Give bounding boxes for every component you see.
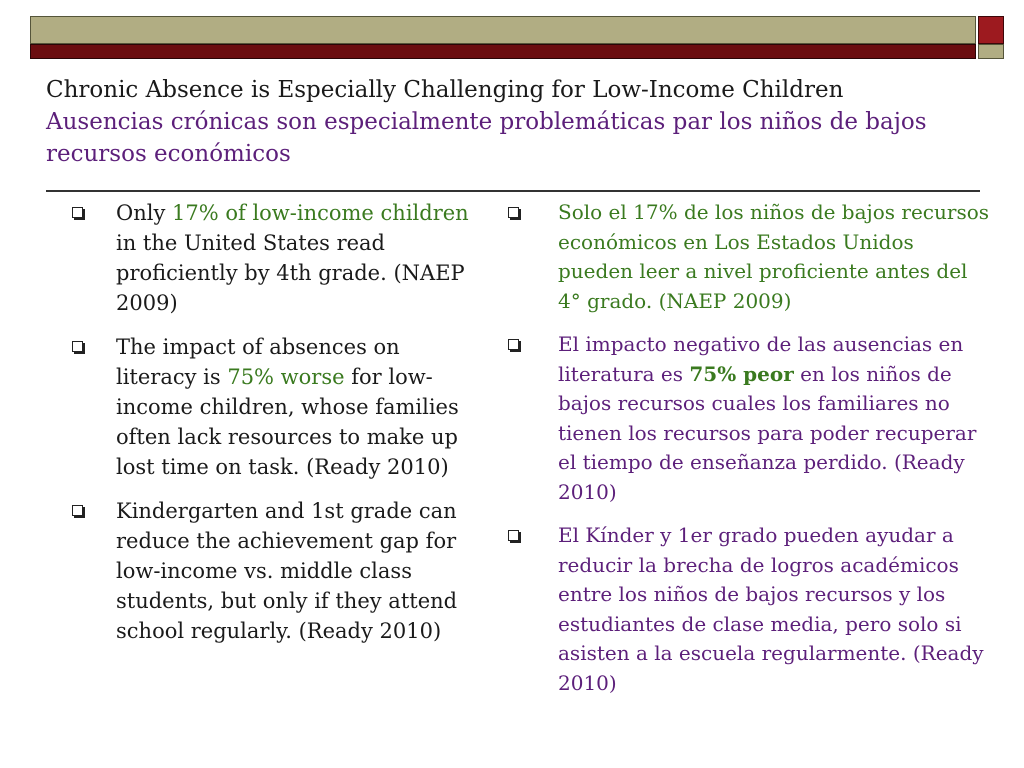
square-bullet-icon — [508, 530, 519, 541]
square-bullet-icon — [508, 339, 519, 350]
header-bar-olive — [30, 16, 976, 44]
title-spanish: Ausencias crónicas son especialmente problemáticas par los niños de bajos recursos económicos — [46, 109, 927, 167]
list-item — [60, 332, 480, 482]
bullet-text: El Kínder y 1er grado pueden ayudar a reducir la brecha de logros académicos entre los niños de bajos recursos y los estudiantes de clase media, pero solo si asisten a la escuela regularmente. (Ready 2010) — [558, 523, 984, 695]
square-bullet-icon — [72, 207, 83, 218]
slide-title — [46, 74, 976, 170]
list-item — [500, 521, 990, 698]
spanish-bullet-list — [500, 198, 990, 712]
title-english: Chronic Absence is Especially Challenging for Low-Income Children — [46, 77, 844, 103]
english-bullet-list — [60, 198, 480, 660]
bullet-text: Kindergarten and 1st grade can reduce the achievement gap for low-income vs. middle class students, but only if they attend school regularly. (Ready 2010) — [116, 499, 458, 643]
bullet-highlight: 75% peor — [689, 361, 794, 386]
header-square-olive — [978, 44, 1004, 59]
list-item — [500, 330, 990, 507]
list-item — [500, 198, 990, 316]
bullet-text-pre: Only — [116, 201, 172, 225]
bullet-highlight: 75% worse — [227, 365, 345, 389]
bullet-text-pre: The impact of absences on literacy is — [116, 335, 400, 389]
square-bullet-icon — [508, 207, 519, 218]
square-bullet-icon — [72, 341, 83, 352]
title-divider — [46, 190, 980, 192]
bullet-highlight: 17% of low-income children — [172, 201, 469, 225]
header-bar-red — [30, 44, 976, 59]
header-square-red — [978, 16, 1004, 44]
bullet-text: Solo el 17% de los niños de bajos recursos económicos en Los Estados Unidos pueden leer a nivel proficiente antes del 4° grado. (NAEP 2009) — [558, 200, 990, 313]
bullet-text-post: for low-income children, whose families often lack resources to make up lost time on task. (Ready 2010) — [116, 365, 459, 479]
bullet-text-pre: El impacto negativo de las ausencias en literatura es — [558, 332, 964, 386]
bullet-text-post: en los niños de bajos recursos cuales los familiares no tienen los recursos para poder recuperar el tiempo de enseñanza perdido. (Ready 2010) — [558, 361, 977, 504]
list-item — [60, 198, 480, 318]
bullet-text-post: in the United States read proficiently by 4th grade. (NAEP 2009) — [116, 231, 465, 315]
square-bullet-icon — [72, 505, 83, 516]
list-item — [60, 496, 480, 646]
